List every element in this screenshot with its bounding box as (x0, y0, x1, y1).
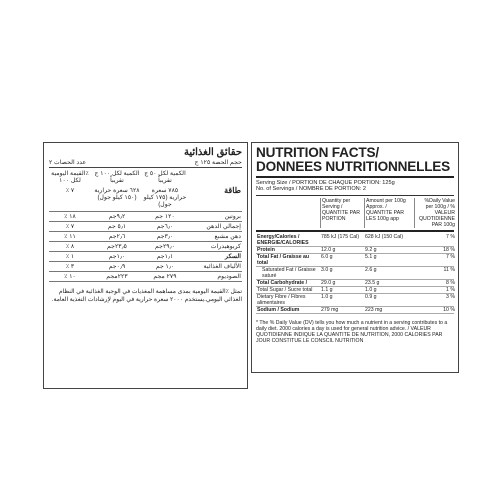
english-nutrient-label: Sodium / Sodium (257, 306, 300, 313)
arabic-nutrient-dv: ٣ ٪ (65, 263, 75, 270)
english-nutrient-dv: 7 % (446, 233, 455, 240)
english-nutrient-row (256, 294, 454, 307)
arabic-serving-size: حجم الحصة ١٢٥ ج (194, 159, 242, 166)
arabic-nutrient-per100: ٩٫٢جم (108, 213, 126, 220)
english-nutrient-per100: 223 mg (365, 306, 383, 313)
english-nutrition-panel (251, 142, 459, 373)
english-nutrient-label: Energy/Calories / ENERGIE/CALORIES (257, 233, 309, 246)
arabic-nutrient-per100: ٢٫٦جم (108, 233, 126, 240)
english-nutrient-per100: 1.0 g (365, 286, 377, 293)
arabic-energy-label: طاقة (224, 186, 241, 195)
arabic-nutrient-serving: ١٫١جم (156, 253, 174, 260)
english-nutrient-row (256, 234, 454, 247)
english-nutrient-dv: 18 % (443, 246, 455, 253)
arabic-col-header (188, 170, 242, 184)
arabic-nutrition-panel (43, 142, 248, 389)
english-nutrient-rows (256, 234, 454, 314)
arabic-title: حقائق الغذائية (183, 147, 242, 158)
english-nutrient-per100: 5.1 g (365, 253, 377, 260)
english-nutrient-row (256, 254, 454, 267)
arabic-col-header: الكمية لكل ٥٠ ج تقريباً (144, 170, 186, 184)
english-nutrient-per100: 9.2 g (365, 246, 377, 253)
arabic-col-header: ٪القيمة اليومية لكل ١٠٠ (51, 170, 89, 184)
arabic-nutrient-row (49, 212, 242, 222)
arabic-nutrient-dv: ٧ ٪ (65, 223, 75, 230)
arabic-serving-info (49, 159, 242, 167)
english-title-line2: DONNEES NUTRITIONNELLES (256, 159, 451, 174)
english-nutrient-row (256, 307, 454, 314)
arabic-nutrient-per100: ٢٢٣مجم (106, 273, 128, 280)
english-nutrient-label: Saturated Fat / Graisse saturé (262, 266, 316, 279)
english-nutrient-label: Dietary Fibre / Fibres alimentaires (257, 293, 306, 306)
arabic-nutrient-label: السكر (225, 253, 241, 260)
arabic-nutrient-label: بروتين (224, 213, 241, 220)
arabic-servings: عدد الحصات ٢ (49, 159, 87, 166)
english-footnote: * The % Daily Value (DV) tells you how much a nutrient in a serving contributes to a daily diet. 2000 calories a day is used for general nutrition advice. / VALEUR QUOTIDIENNE INDIQUE LA QUANTITE DE NUTRITION, 2000 CALORIES PAR JOUR CONSTITUE LE CONSCIL NUTRITION (256, 319, 448, 345)
english-title-line1: NUTRITION FACTS/ (256, 145, 379, 160)
english-nutrient-serving: 6.0 g (321, 253, 333, 260)
arabic-col-header: الكمية لكل ١٠٠ ج تقريباً (94, 170, 140, 184)
arabic-nutrient-serving: ١٢٠ جم (155, 213, 175, 220)
arabic-col-headers (49, 167, 242, 184)
english-nutrient-label: Total Carbohydrate / (257, 279, 308, 286)
arabic-energy-serving: ٧٨٥ سعرة حرارية (١٧٥ كيلو جول) (143, 187, 187, 208)
arabic-nutrient-per100: ٠٫٩جم (108, 263, 126, 270)
english-nutrient-dv: 11 % (443, 266, 455, 273)
english-serving-size: Serving Size / PORTION DE CHAQUE PORTION: 125g (256, 180, 395, 186)
english-nutrient-dv: 1 % (446, 286, 455, 293)
arabic-nutrient-per100: ٥٫١ جم (107, 223, 127, 230)
english-nutrient-serving: 12.0 g (321, 246, 336, 253)
arabic-nutrient-serving: ٣٫٠جم (156, 233, 174, 240)
english-nutrient-per100: 0.9 g (365, 293, 377, 300)
english-nutrient-label: Total Fat / Graisse au total (257, 253, 310, 266)
english-nutrient-dv: 8 % (446, 279, 455, 286)
english-nutrient-row (256, 267, 454, 280)
english-nutrient-row (256, 280, 454, 287)
arabic-nutrient-dv: ٨ ٪ (65, 243, 75, 250)
arabic-nutrient-serving: ٦٫٠جم (156, 223, 174, 230)
english-servings: No. of Servings / NOMBRE DE PORTION: 2 (256, 186, 366, 193)
arabic-energy-row (49, 184, 242, 212)
english-nutrient-label: Protein (257, 246, 275, 253)
arabic-nutrient-dv: ١٨ ٪ (64, 213, 76, 220)
english-nutrient-per100: 2.6 g (365, 266, 377, 273)
english-nutrient-serving: 3.0 g (321, 266, 333, 273)
arabic-nutrient-row (49, 252, 242, 262)
arabic-nutrient-label: إجمالي الدهن (206, 223, 241, 230)
english-col-header: %Daily Value per 100g / % VALEUR QUOTIDIENNE PAR 100g (414, 198, 456, 228)
arabic-nutrient-row (49, 232, 242, 242)
arabic-nutrient-label: الصوديوم (217, 273, 241, 280)
arabic-nutrient-label: الألياف الغذائية (203, 263, 241, 270)
arabic-nutrient-per100: ١٫٠جم (108, 253, 126, 260)
english-nutrient-serving: 1.0 g (321, 293, 333, 300)
arabic-nutrient-per100: ٢٣٫٥جم (107, 243, 127, 250)
english-nutrient-per100: 23.5 g (365, 279, 380, 286)
english-nutrient-dv: 10 % (443, 306, 455, 313)
arabic-nutrient-dv: ١١ ٪ (64, 233, 76, 240)
english-nutrient-dv: 3 % (446, 293, 455, 300)
arabic-footnote: تمثل ٪القيمة اليومية بمدى مساهمة المغذيات في الوجبة الغذائية في النظام الغذائي اليومي.يستخدم ٢٠٠٠ سعرة حرارية في اليوم لإرشادات التغذية العامة. (51, 289, 242, 303)
english-nutrient-label: Total Sugar / Sucre total (257, 286, 313, 293)
english-nutrient-serving: 279 mg (321, 306, 339, 313)
english-col-header: Amount per 100g Approx. / QUANTITE PAR LES 100g app (364, 198, 414, 228)
arabic-nutrient-row (49, 262, 242, 272)
arabic-nutrient-dv: ١٠ ٪ (64, 273, 76, 280)
arabic-nutrient-dv: ١ ٪ (65, 253, 75, 260)
english-nutrient-dv: 7 % (446, 253, 455, 260)
english-nutrient-serving: 29.0 g (321, 279, 336, 286)
arabic-nutrient-row (49, 272, 242, 282)
arabic-nutrient-row (49, 242, 242, 252)
arabic-nutrient-serving: ٢٩٫٠جم (155, 243, 175, 250)
arabic-nutrient-row (49, 222, 242, 232)
arabic-energy-dv: ٧ ٪ (65, 187, 75, 194)
english-nutrient-row (256, 247, 454, 254)
arabic-nutrient-serving: ١٫٠ جم (155, 263, 175, 270)
arabic-nutrient-label: دهن مشبع (214, 233, 241, 240)
english-col-headers (256, 198, 454, 228)
english-nutrient-row (256, 287, 454, 294)
arabic-nutrient-serving: ٢٧٩ مجم (153, 273, 177, 280)
english-nutrient-per100: 628 kJ (150 Cal) (365, 233, 404, 240)
english-nutrient-serving: 1.1 g (321, 286, 333, 293)
arabic-nutrient-rows (49, 212, 242, 282)
english-nutrient-serving: 785 kJ (175 Cal) (321, 233, 360, 240)
arabic-energy-per100: ٦٢٨ سعرة حرارية (١٥٠ كيلو جول) (94, 187, 140, 201)
english-col-header: Quantity per Serving / QUANTITE PAR PORTION (320, 198, 364, 228)
english-col-header (256, 198, 320, 228)
arabic-nutrient-label: كربوهيدرات (210, 243, 241, 250)
